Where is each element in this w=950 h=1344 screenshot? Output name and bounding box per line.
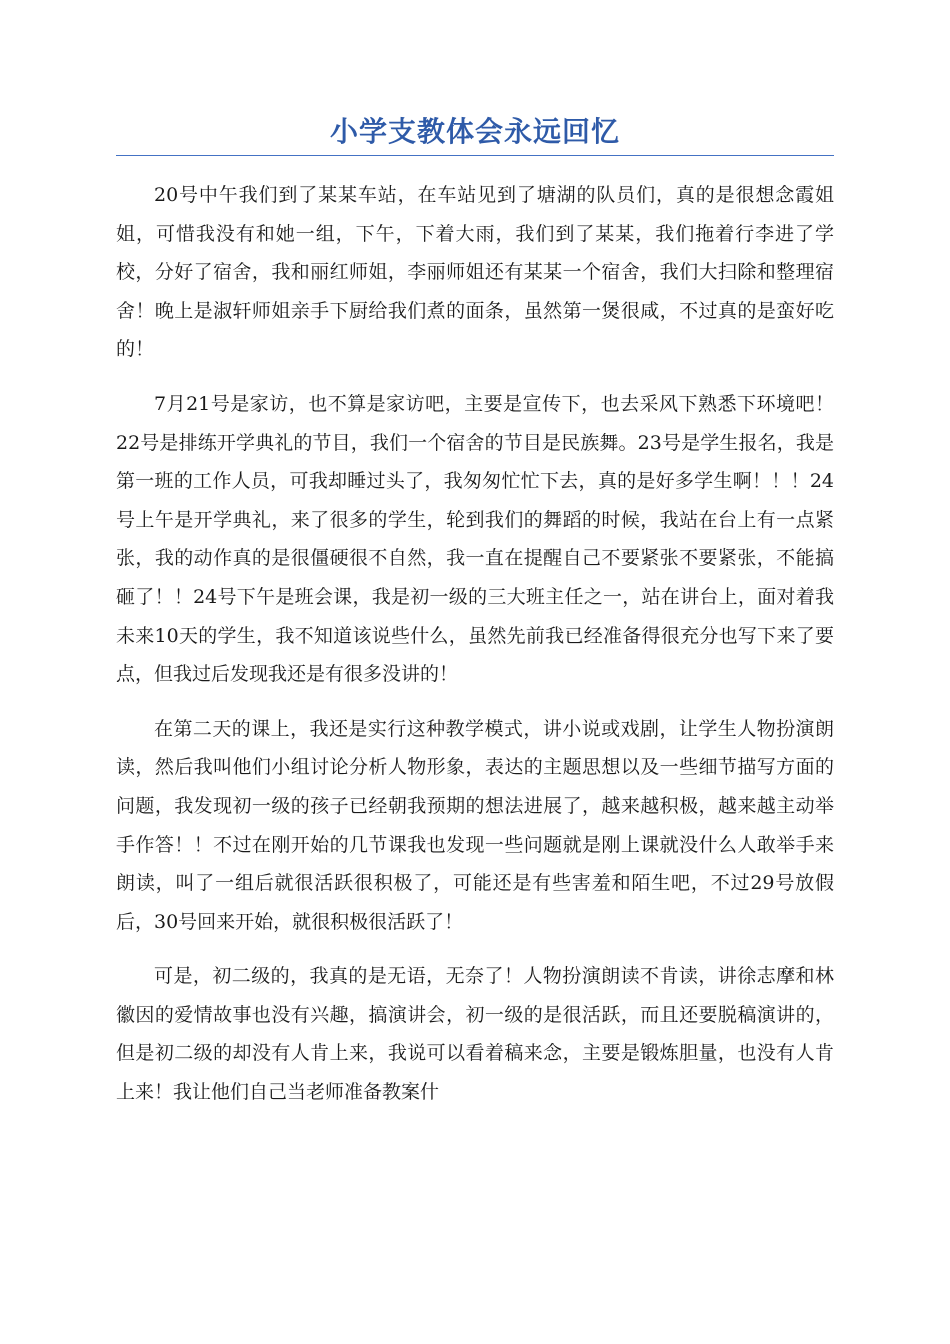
paragraph-1: 20号中午我们到了某某车站，在车站见到了塘湖的队员们，真的是很想念霞姐姐，可惜我没有和她一组，下午，下着大雨，我们到了某某，我们拖着行李进了学校，分好了宿舍，我和丽红师姐，李丽师姐还有某某一个宿舍，我们大扫除和整理宿舍！晚上是淑轩师姐亲手下厨给我们煮的面条，虽然第一煲很咸，不过真的是蛮好吃的！ [116,184,834,361]
paragraph-2: 7月21号是家访，也不算是家访吧，主要是宣传下，也去采风下熟悉下环境吧！22号是排练开学典礼的节目，我们一个宿舍的节目是民族舞。23号是学生报名，我是第一班的工作人员，可我却睡过头了，我匆匆忙忙下去，真的是好多学生啊！！！24号上午是开学典礼，来了很多的学生，轮到我们的舞蹈的时候，我站在台上有一点紧张，我的动作真的是很僵硬很不自然，我一直在提醒自己不要紧张不要紧张，不能搞砸了！！24号下午是班会课，我是初一级的三大班主任之一，站在讲台上，面对着我未来10天的学生，我不知道该说些什么，虽然先前我已经准备得很充分也写下来了要点，但我过后发现我还是有很多没讲的！ [116,392,834,686]
paragraph-4: 可是，初二级的，我真的是无语，无奈了！人物扮演朗读不肯读，讲徐志摩和林徽因的爱情故事也没有兴趣，搞演讲会，初一级的是很活跃，而且还要脱稿演讲的，但是初二级的却没有人肯上来，我说可以看着稿来念，主要是锻炼胆量，也没有人肯上来！我让他们自己当老师准备教案什 [116,965,834,1104]
page-title: 小学支教体会永远回忆 [329,115,620,148]
title-underline [116,155,834,156]
paragraph-3: 在第二天的课上，我还是实行这种教学模式，讲小说或戏剧，让学生人物扮演朗读，然后我叫他们小组讨论分析人物形象，表达的主题思想以及一些细节描写方面的问题，我发现初一级的孩子已经朝我预期的想法进展了，越来越积极，越来越主动举手作答！！不过在刚开始的几节课我也发现一些问题就是刚上课就没什么人敢举手来朗读，叫了一组后就很活跃很积极了，可能还是有些害羞和陌生吧，不过29号放假后，30号回来开始，就很积极很活跃了！ [116,717,834,933]
document-body [116,176,834,1128]
